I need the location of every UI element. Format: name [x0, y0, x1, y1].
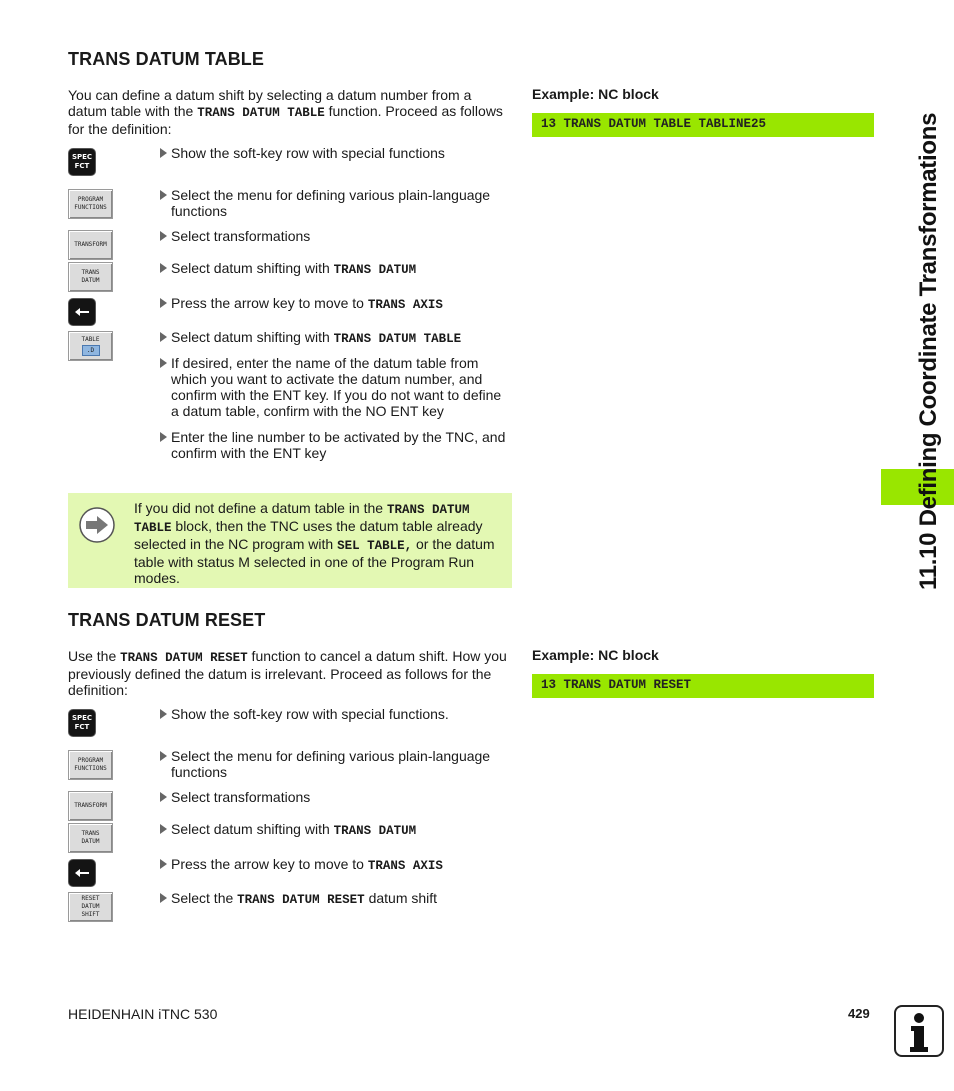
step — [160, 856, 512, 874]
step-text — [160, 890, 512, 908]
step-text — [160, 429, 512, 461]
trans-datum-softkey[interactable] — [68, 823, 113, 853]
text-run: If desired, enter the name of the datum table from which you want to activate the datum number, and confirm with the ENT key. If you do not want to define a datum table, confirm with the NO ENT key — [171, 355, 502, 419]
code-term: TRANS AXIS — [367, 859, 443, 873]
key-label: SPEC — [71, 714, 93, 722]
key-label: FCT — [74, 162, 90, 170]
step — [160, 145, 512, 161]
text-run: block, then the TNC uses the datum table already selected in the NC program with — [134, 518, 483, 552]
step — [160, 748, 512, 780]
softkey-label: FUNCTIONS — [74, 765, 107, 772]
text-run: function to cancel a datum shift. How you previously defined the datum is irrelevant. Proceed as follows for the definition: — [68, 648, 507, 698]
step-text — [160, 329, 512, 347]
softkey-label: DATUM — [81, 277, 100, 284]
softkey-label: DATUM — [81, 838, 100, 845]
arrow-left-key[interactable] — [68, 859, 96, 887]
triangle-bullet-icon — [160, 792, 167, 802]
step-text — [160, 228, 512, 244]
note-box — [68, 493, 512, 588]
transform-softkey[interactable] — [68, 791, 113, 821]
code-term: TRANS DATUM — [333, 263, 417, 277]
code-term: TRANS DATUM TABLE — [333, 332, 462, 346]
page-number: 429 — [848, 1006, 870, 1021]
code-term: TRANS DATUM — [333, 824, 417, 838]
softkey-label: SHIFT — [81, 911, 100, 918]
code-term: SEL TABLE, — [337, 539, 413, 553]
text-run: Select transformations — [171, 228, 311, 244]
step-text — [160, 145, 512, 161]
example-label: Example: NC block — [532, 647, 659, 663]
step — [160, 789, 512, 805]
footer-product: HEIDENHAIN iTNC 530 — [68, 1006, 218, 1022]
triangle-bullet-icon — [160, 148, 167, 158]
section1-intro — [68, 87, 512, 137]
text-run: Enter the line number to be activated by the TNC, and confirm with the ENT key — [171, 429, 506, 461]
text-run: You can define a datum shift by selecting a datum number from a datum table with the — [68, 87, 472, 119]
arrow-left-key[interactable] — [68, 298, 96, 326]
text-run: Select datum shifting with — [171, 821, 334, 837]
text-run: Press the arrow key to move to — [171, 295, 368, 311]
key-label: FCT — [74, 723, 90, 731]
triangle-bullet-icon — [160, 231, 167, 241]
step-text — [160, 295, 512, 313]
softkey-label: TABLE — [81, 336, 100, 343]
softkey-label: PROGRAM — [77, 196, 104, 203]
trans-datum-softkey[interactable] — [68, 262, 113, 292]
key-label: SPEC — [71, 153, 93, 161]
example-code-bar: 13 TRANS DATUM TABLE TABLINE25 — [532, 113, 874, 137]
arrow-left-icon — [74, 307, 90, 317]
step — [160, 295, 512, 313]
softkey-label: FUNCTIONS — [74, 204, 107, 211]
text-run: or the datum table with status M selected in one of the Program Run modes. — [134, 536, 495, 586]
note-text — [134, 500, 504, 586]
text-run: function. Proceed as follows for the definition: — [68, 103, 503, 137]
text-run: If you did not define a datum table in the — [134, 500, 387, 516]
text-run: Use the — [68, 648, 121, 664]
softkey-label: TRANSFORM — [74, 802, 107, 809]
arrow-left-icon — [74, 868, 90, 878]
step — [160, 706, 512, 722]
triangle-bullet-icon — [160, 893, 167, 903]
step — [160, 355, 512, 419]
code-term: TRANS AXIS — [367, 298, 443, 312]
info-icon — [894, 1005, 944, 1057]
step-text — [160, 706, 512, 722]
section-heading-trans-datum-table: TRANS DATUM TABLE — [68, 49, 265, 69]
triangle-bullet-icon — [160, 263, 167, 273]
example-label: Example: NC block — [532, 86, 659, 102]
text-run: datum shift — [364, 890, 438, 906]
step — [160, 329, 512, 347]
text-run: Select the menu for defining various plain-language functions — [171, 187, 491, 219]
text-run: Select datum shifting with — [171, 329, 334, 345]
spec-fct-key[interactable] — [68, 148, 96, 176]
triangle-bullet-icon — [160, 859, 167, 869]
text-run: Show the soft-key row with special functions — [171, 145, 445, 161]
triangle-bullet-icon — [160, 751, 167, 761]
triangle-bullet-icon — [160, 298, 167, 308]
code-term: TRANS DATUM RESET — [237, 893, 365, 907]
arrow-right-icon — [78, 506, 116, 544]
table-softkey[interactable] — [68, 331, 113, 361]
code-term: TRANS DATUM TABLE — [197, 106, 325, 120]
step-text — [160, 789, 512, 805]
text-run: Select datum shifting with — [171, 260, 334, 276]
program-functions-softkey[interactable] — [68, 750, 113, 780]
chapter-title: 11.10 Defining Coordinate Transformations — [915, 112, 942, 590]
softkey-label: PROGRAM — [77, 757, 104, 764]
step-text — [160, 821, 512, 839]
step — [160, 260, 512, 278]
step-text — [160, 355, 512, 419]
triangle-bullet-icon — [160, 432, 167, 442]
softkey-label: TRANSFORM — [74, 241, 107, 248]
text-run: Select the — [171, 890, 238, 906]
text-run: Select the menu for defining various plain-language functions — [171, 748, 491, 780]
text-run: Press the arrow key to move to — [171, 856, 368, 872]
softkey-label: TRANS — [81, 269, 100, 276]
softkey-label: TRANS — [81, 830, 100, 837]
program-functions-softkey[interactable] — [68, 189, 113, 219]
step-text — [160, 856, 512, 874]
code-term: TRANS DATUM TABLE — [134, 503, 470, 535]
triangle-bullet-icon — [160, 824, 167, 834]
spec-fct-key[interactable] — [68, 709, 96, 737]
section-heading-trans-datum-reset: TRANS DATUM RESET — [68, 610, 266, 630]
section2-intro — [68, 648, 512, 698]
example-code-bar: 13 TRANS DATUM RESET — [532, 674, 874, 698]
triangle-bullet-icon — [160, 190, 167, 200]
step — [160, 187, 512, 219]
step-text — [160, 187, 512, 219]
step — [160, 228, 512, 244]
step — [160, 890, 512, 908]
softkey-label: RESET — [81, 895, 100, 902]
step-text — [160, 260, 512, 278]
step-text — [160, 748, 512, 780]
transform-softkey[interactable] — [68, 230, 113, 260]
text-run: Show the soft-key row with special functions. — [171, 706, 449, 722]
step — [160, 821, 512, 839]
table-file-icon: .D — [82, 345, 100, 356]
code-term: TRANS DATUM RESET — [120, 651, 248, 665]
triangle-bullet-icon — [160, 332, 167, 342]
text-run: Select transformations — [171, 789, 311, 805]
step — [160, 429, 512, 461]
softkey-label: DATUM — [81, 903, 100, 910]
triangle-bullet-icon — [160, 358, 167, 368]
triangle-bullet-icon — [160, 709, 167, 719]
reset-datum-shift-softkey[interactable] — [68, 892, 113, 922]
